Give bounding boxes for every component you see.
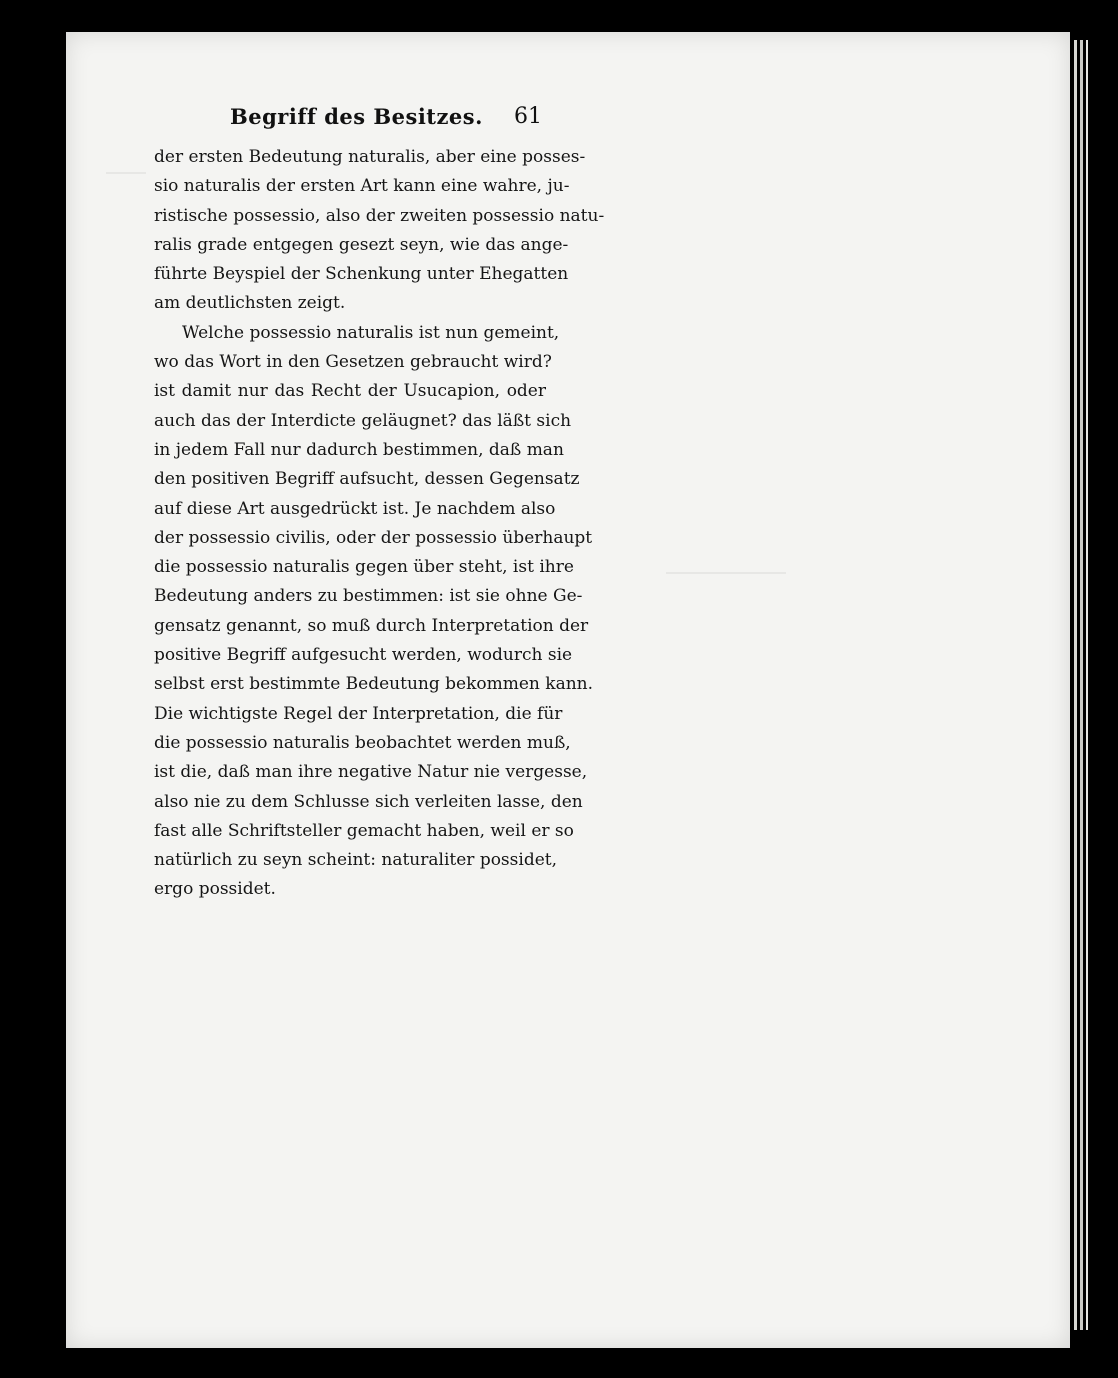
text-line: also nie zu dem Schlusse sich verleiten lasse, den [154,791,583,812]
text-line: ristische possessio, also der zweiten possessio natu- [154,205,605,226]
text-line: gensatz genannt, so muß durch Interpretation der [154,615,589,636]
text-line: wo das Wort in den Gesetzen gebraucht wird? [154,352,552,373]
text-line: ist damit nur das Recht der Usucapion, oder [154,381,546,402]
text-line: der ersten Bedeutung naturalis, aber eine posses- [154,147,586,167]
page-header [230,104,542,136]
text-line: Die wichtigste Regel der Interpretation, die für [154,703,563,724]
text-line: ralis grade entgegen gesezt seyn, wie das ange- [154,234,569,255]
text-line: fast alle Schriftsteller gemacht haben, weil er so [154,820,574,841]
text-line: positive Begriff aufgesucht werden, wodurch sie [154,645,573,666]
text-line: in jedem Fall nur dadurch bestimmen, daß man [154,439,564,460]
text-line: der possessio civilis, oder der possessio überhaupt [154,527,593,548]
show-through-mark [666,572,786,574]
text-line: die possessio naturalis gegen über steht, ist ihre [154,557,574,578]
text-line: auch das der Interdicte geläugnet? das läßt sich [154,410,572,431]
page-edge [1080,40,1083,1330]
text-line: ergo possidet. [154,879,276,900]
text-line: ist die, daß man ihre negative Natur nie vergesse, [154,762,588,783]
page-edge [1074,40,1077,1330]
text-line: den positiven Begriff aufsucht, dessen Gegensatz [154,469,580,490]
text-line: führte Beyspiel der Schenkung unter Ehegatten [154,264,569,285]
text-line: sio naturalis der ersten Art kann eine wahre, ju- [154,176,570,197]
running-head: Begriff des Besitzes. [230,104,483,129]
text-line: selbst erst bestimmte Bedeutung bekommen kann. [154,674,594,695]
show-through-mark [106,172,146,174]
page-number: 61 [514,104,542,129]
text-line: die possessio naturalis beobachtet werden muß, [154,732,571,753]
text-line: am deutlichsten zeigt. [154,293,346,314]
text-line: auf diese Art ausgedrückt ist. Je nachdem also [154,498,556,519]
body-text [154,143,605,905]
text-line: natürlich zu seyn scheint: naturaliter possidet, [154,850,557,871]
text-line: Welche possessio naturalis ist nun gemeint, [182,322,560,343]
page-edge [1086,40,1088,1330]
text-line: Bedeutung anders zu bestimmen: ist sie ohne Ge- [154,586,583,607]
